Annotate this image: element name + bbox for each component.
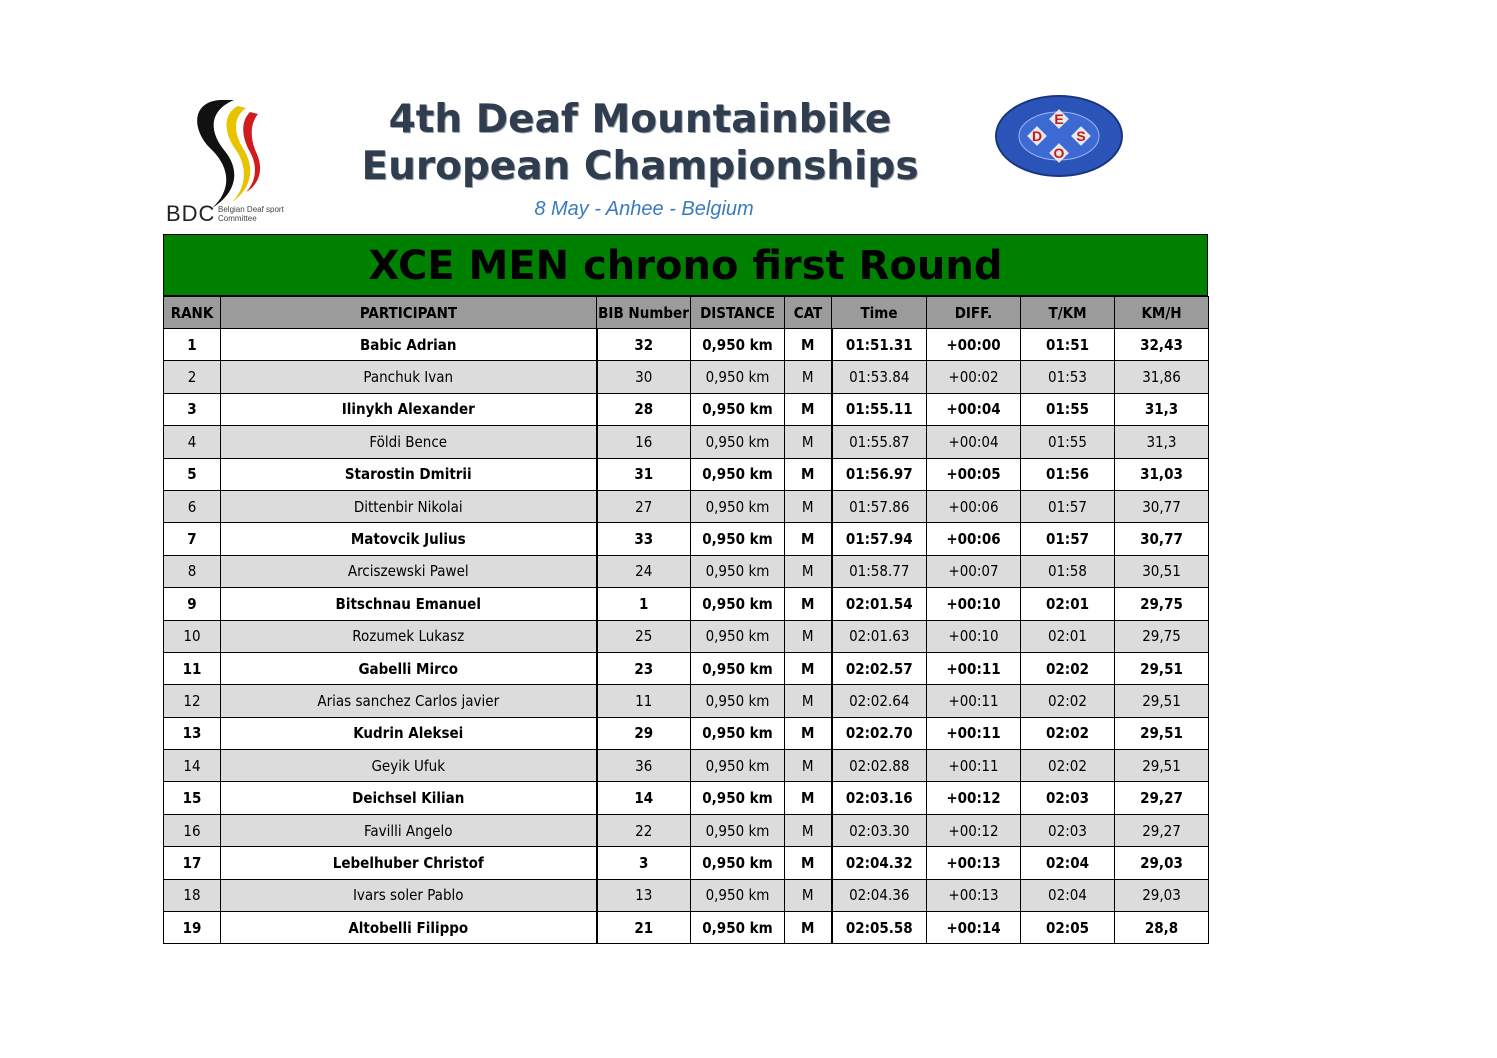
diff-cell: +00:02 (927, 361, 1021, 393)
table-row (164, 717, 1209, 749)
distance-cell: 0,950 km (691, 523, 785, 555)
diff-cell: +00:13 (927, 847, 1021, 879)
cat-cell: M (785, 879, 832, 911)
kmh-cell: 30,77 (1115, 523, 1209, 555)
table-header-row (164, 297, 1209, 329)
results-banner: XCE MEN chrono first Round (163, 234, 1208, 296)
time-cell: 01:57.94 (832, 523, 927, 555)
tkm-cell: 02:02 (1021, 652, 1115, 684)
participant-cell: Dittenbir Nikolai (221, 490, 597, 522)
diff-cell: +00:11 (927, 652, 1021, 684)
distance-cell: 0,950 km (691, 620, 785, 652)
participant-cell: Kudrin Aleksei (221, 717, 597, 749)
time-cell: 02:01.54 (832, 588, 927, 620)
participant-cell: Gabelli Mirco (221, 652, 597, 684)
cat-cell: M (785, 912, 832, 944)
kmh-cell: 29,51 (1115, 652, 1209, 684)
page-title (340, 96, 940, 190)
table-row (164, 879, 1209, 911)
time-cell: 02:03.16 (832, 782, 927, 814)
cat-cell: M (785, 685, 832, 717)
rank-cell: 11 (164, 652, 221, 684)
distance-cell: 0,950 km (691, 685, 785, 717)
time-cell: 02:03.30 (832, 814, 927, 846)
participant-cell: Favilli Angelo (221, 814, 597, 846)
rank-cell: 6 (164, 490, 221, 522)
table-row (164, 847, 1209, 879)
column-header: T/KM (1021, 297, 1115, 329)
svg-text:S: S (1076, 128, 1086, 144)
diff-cell: +00:12 (927, 814, 1021, 846)
title-line-1: 4th Deaf Mountainbike (388, 97, 892, 142)
rank-cell: 1 (164, 329, 221, 361)
kmh-cell: 29,03 (1115, 879, 1209, 911)
svg-text:O: O (1053, 145, 1065, 161)
rank-cell: 5 (164, 458, 221, 490)
time-cell: 02:02.64 (832, 685, 927, 717)
tkm-cell: 02:02 (1021, 685, 1115, 717)
column-header: PARTICIPANT (221, 297, 597, 329)
diff-cell: +00:14 (927, 912, 1021, 944)
distance-cell: 0,950 km (691, 814, 785, 846)
kmh-cell: 31,3 (1115, 393, 1209, 425)
bib-cell: 33 (597, 523, 691, 555)
tkm-cell: 02:03 (1021, 782, 1115, 814)
bib-cell: 22 (597, 814, 691, 846)
column-header: DISTANCE (691, 297, 785, 329)
diff-cell: +00:00 (927, 329, 1021, 361)
distance-cell: 0,950 km (691, 847, 785, 879)
table-row (164, 555, 1209, 587)
rank-cell: 18 (164, 879, 221, 911)
event-subtitle: 8 May - Anhee - Belgium (534, 198, 754, 220)
distance-cell: 0,950 km (691, 393, 785, 425)
time-cell: 02:05.58 (832, 912, 927, 944)
rank-cell: 17 (164, 847, 221, 879)
kmh-cell: 31,86 (1115, 361, 1209, 393)
rank-cell: 10 (164, 620, 221, 652)
participant-cell: Babic Adrian (221, 329, 597, 361)
time-cell: 01:56.97 (832, 458, 927, 490)
rank-cell: 12 (164, 685, 221, 717)
table-row (164, 814, 1209, 846)
bib-cell: 31 (597, 458, 691, 490)
table-row (164, 393, 1209, 425)
rank-cell: 2 (164, 361, 221, 393)
distance-cell: 0,950 km (691, 879, 785, 911)
cat-cell: M (785, 555, 832, 587)
distance-cell: 0,950 km (691, 329, 785, 361)
tkm-cell: 02:01 (1021, 620, 1115, 652)
participant-cell: Földi Bence (221, 426, 597, 458)
time-cell: 01:53.84 (832, 361, 927, 393)
rank-cell: 14 (164, 750, 221, 782)
bib-cell: 24 (597, 555, 691, 587)
cat-cell: M (785, 847, 832, 879)
cat-cell: M (785, 523, 832, 555)
diff-cell: +00:10 (927, 620, 1021, 652)
bib-cell: 23 (597, 652, 691, 684)
distance-cell: 0,950 km (691, 458, 785, 490)
title-line-2: European Championships (361, 144, 919, 189)
bib-cell: 21 (597, 912, 691, 944)
distance-cell: 0,950 km (691, 782, 785, 814)
time-cell: 01:51.31 (832, 329, 927, 361)
distance-cell: 0,950 km (691, 652, 785, 684)
column-header: KM/H (1115, 297, 1209, 329)
participant-cell: Geyik Ufuk (221, 750, 597, 782)
time-cell: 01:55.87 (832, 426, 927, 458)
participant-cell: Arias sanchez Carlos javier (221, 685, 597, 717)
cat-cell: M (785, 458, 832, 490)
results-table (163, 296, 1209, 944)
kmh-cell: 30,51 (1115, 555, 1209, 587)
diff-cell: +00:11 (927, 717, 1021, 749)
table-row (164, 750, 1209, 782)
participant-cell: Rozumek Lukasz (221, 620, 597, 652)
cat-cell: M (785, 361, 832, 393)
diff-cell: +00:07 (927, 555, 1021, 587)
svg-text:D: D (1031, 128, 1043, 144)
diff-cell: +00:11 (927, 685, 1021, 717)
bib-cell: 30 (597, 361, 691, 393)
bib-cell: 14 (597, 782, 691, 814)
table-row (164, 490, 1209, 522)
distance-cell: 0,950 km (691, 555, 785, 587)
participant-cell: Ivars soler Pablo (221, 879, 597, 911)
time-cell: 01:55.11 (832, 393, 927, 425)
rank-cell: 3 (164, 393, 221, 425)
diff-cell: +00:05 (927, 458, 1021, 490)
bib-cell: 3 (597, 847, 691, 879)
diff-cell: +00:04 (927, 393, 1021, 425)
column-header: RANK (164, 297, 221, 329)
bib-cell: 13 (597, 879, 691, 911)
table-row (164, 685, 1209, 717)
time-cell: 02:02.88 (832, 750, 927, 782)
bib-cell: 16 (597, 426, 691, 458)
distance-cell: 0,950 km (691, 588, 785, 620)
cat-cell: M (785, 782, 832, 814)
table-row (164, 652, 1209, 684)
kmh-cell: 30,77 (1115, 490, 1209, 522)
bib-cell: 32 (597, 329, 691, 361)
cat-cell: M (785, 717, 832, 749)
distance-cell: 0,950 km (691, 426, 785, 458)
participant-cell: Bitschnau Emanuel (221, 588, 597, 620)
kmh-cell: 29,75 (1115, 620, 1209, 652)
column-header: BIB Number (597, 297, 691, 329)
participant-cell: Ilinykh Alexander (221, 393, 597, 425)
table-row (164, 523, 1209, 555)
kmh-cell: 31,3 (1115, 426, 1209, 458)
distance-cell: 0,950 km (691, 490, 785, 522)
kmh-cell: 29,51 (1115, 717, 1209, 749)
participant-cell: Matovcik Julius (221, 523, 597, 555)
diff-cell: +00:11 (927, 750, 1021, 782)
diff-cell: +00:13 (927, 879, 1021, 911)
participant-cell: Panchuk Ivan (221, 361, 597, 393)
column-header: CAT (785, 297, 832, 329)
participant-cell: Starostin Dmitrii (221, 458, 597, 490)
bdc-logo-subtext: Belgian Deaf sport Committee (218, 205, 284, 223)
kmh-cell: 32,43 (1115, 329, 1209, 361)
table-row (164, 782, 1209, 814)
rank-cell: 16 (164, 814, 221, 846)
time-cell: 02:02.70 (832, 717, 927, 749)
kmh-cell: 29,51 (1115, 685, 1209, 717)
column-header: Time (832, 297, 927, 329)
rank-cell: 8 (164, 555, 221, 587)
table-row (164, 912, 1209, 944)
time-cell: 01:58.77 (832, 555, 927, 587)
cat-cell: M (785, 814, 832, 846)
tkm-cell: 02:01 (1021, 588, 1115, 620)
diff-cell: +00:10 (927, 588, 1021, 620)
time-cell: 01:57.86 (832, 490, 927, 522)
table-row (164, 329, 1209, 361)
cat-cell: M (785, 652, 832, 684)
distance-cell: 0,950 km (691, 717, 785, 749)
kmh-cell: 29,27 (1115, 782, 1209, 814)
diff-cell: +00:06 (927, 523, 1021, 555)
distance-cell: 0,950 km (691, 750, 785, 782)
tkm-cell: 02:04 (1021, 847, 1115, 879)
diff-cell: +00:06 (927, 490, 1021, 522)
rank-cell: 7 (164, 523, 221, 555)
participant-cell: Lebelhuber Christof (221, 847, 597, 879)
tkm-cell: 02:05 (1021, 912, 1115, 944)
rank-cell: 13 (164, 717, 221, 749)
table-row (164, 588, 1209, 620)
distance-cell: 0,950 km (691, 912, 785, 944)
cat-cell: M (785, 588, 832, 620)
time-cell: 02:01.63 (832, 620, 927, 652)
rank-cell: 4 (164, 426, 221, 458)
cat-cell: M (785, 393, 832, 425)
table-row (164, 620, 1209, 652)
kmh-cell: 29,75 (1115, 588, 1209, 620)
time-cell: 02:04.36 (832, 879, 927, 911)
kmh-cell: 31,03 (1115, 458, 1209, 490)
diff-cell: +00:12 (927, 782, 1021, 814)
bib-cell: 11 (597, 685, 691, 717)
tkm-cell: 01:51 (1021, 329, 1115, 361)
tkm-cell: 01:53 (1021, 361, 1115, 393)
edso-logo (994, 94, 1124, 178)
bib-cell: 27 (597, 490, 691, 522)
bib-cell: 28 (597, 393, 691, 425)
distance-cell: 0,950 km (691, 361, 785, 393)
column-header: DIFF. (927, 297, 1021, 329)
table-row (164, 458, 1209, 490)
tkm-cell: 02:02 (1021, 717, 1115, 749)
participant-cell: Deichsel Kilian (221, 782, 597, 814)
participant-cell: Altobelli Filippo (221, 912, 597, 944)
results-sheet (163, 234, 1208, 944)
tkm-cell: 01:57 (1021, 523, 1115, 555)
bdc-logo-text: BDC (166, 201, 216, 226)
rank-cell: 9 (164, 588, 221, 620)
tkm-cell: 01:55 (1021, 426, 1115, 458)
time-cell: 02:04.32 (832, 847, 927, 879)
diff-cell: +00:04 (927, 426, 1021, 458)
bib-cell: 25 (597, 620, 691, 652)
bib-cell: 36 (597, 750, 691, 782)
cat-cell: M (785, 620, 832, 652)
cat-cell: M (785, 426, 832, 458)
kmh-cell: 29,51 (1115, 750, 1209, 782)
svg-text:E: E (1054, 111, 1064, 127)
cat-cell: M (785, 329, 832, 361)
tkm-cell: 01:57 (1021, 490, 1115, 522)
kmh-cell: 29,27 (1115, 814, 1209, 846)
tkm-cell: 01:56 (1021, 458, 1115, 490)
tkm-cell: 01:55 (1021, 393, 1115, 425)
table-row (164, 426, 1209, 458)
cat-cell: M (785, 750, 832, 782)
kmh-cell: 29,03 (1115, 847, 1209, 879)
time-cell: 02:02.57 (832, 652, 927, 684)
cat-cell: M (785, 490, 832, 522)
kmh-cell: 28,8 (1115, 912, 1209, 944)
bib-cell: 29 (597, 717, 691, 749)
tkm-cell: 01:58 (1021, 555, 1115, 587)
tkm-cell: 02:02 (1021, 750, 1115, 782)
tkm-cell: 02:04 (1021, 879, 1115, 911)
rank-cell: 19 (164, 912, 221, 944)
table-row (164, 361, 1209, 393)
bib-cell: 1 (597, 588, 691, 620)
rank-cell: 15 (164, 782, 221, 814)
tkm-cell: 02:03 (1021, 814, 1115, 846)
participant-cell: Arciszewski Pawel (221, 555, 597, 587)
table-body (164, 329, 1209, 944)
